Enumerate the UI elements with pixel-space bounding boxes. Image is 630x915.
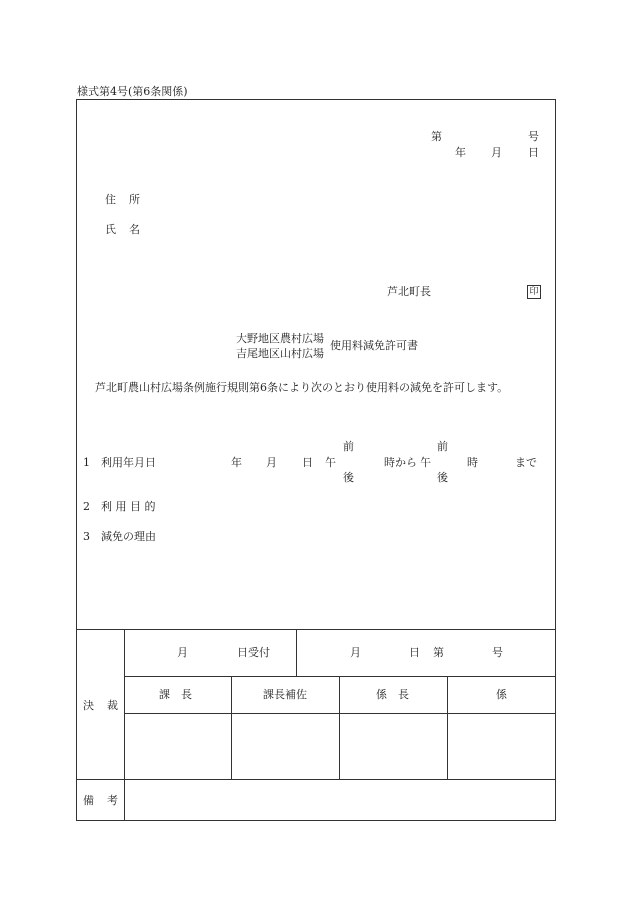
remarks-top-border	[76, 779, 556, 780]
item1-label: 利用年月日	[101, 456, 156, 469]
remarks-label-char2: 考	[107, 794, 118, 807]
item2-number: 2	[83, 500, 90, 513]
numbered-day: 日	[409, 646, 420, 659]
numbered-go: 号	[492, 646, 503, 659]
item1-zen1: 前	[343, 440, 354, 453]
title-line2: 吉尾地区山村広場	[236, 347, 324, 360]
item1-day: 日	[302, 456, 313, 469]
name-label-char1: 氏	[105, 223, 116, 236]
date-year: 年	[455, 146, 466, 159]
role-staff: 係	[496, 688, 507, 701]
role-unit-chief: 係 長	[376, 688, 409, 701]
item1-ji: 時	[467, 456, 478, 469]
item1-ato1: 後	[343, 471, 354, 484]
item1-ji-kara: 時から	[384, 456, 417, 469]
item1-number: 1	[83, 456, 90, 469]
received-day-label: 日受付	[237, 646, 270, 659]
item1-year: 年	[231, 456, 242, 469]
numbered-month: 月	[350, 646, 361, 659]
item3-number: 3	[83, 530, 90, 543]
approval-col-divider-2	[339, 676, 340, 779]
address-label-char1: 住	[105, 193, 116, 206]
approval-label-divider	[124, 629, 125, 821]
issuer-title: 芦北町長	[387, 285, 431, 298]
item3-label: 減免の理由	[101, 530, 156, 543]
role-section-chief: 課 長	[159, 688, 192, 701]
approval-col-divider-3	[447, 676, 448, 779]
approval-role-header-divider	[124, 713, 556, 714]
title-suffix: 使用料減免許可書	[330, 339, 418, 352]
approval-col-divider-1	[231, 676, 232, 779]
item1-made: まで	[515, 456, 537, 469]
date-day: 日	[528, 146, 539, 159]
item1-go2: 午	[420, 456, 431, 469]
item1-ato2: 後	[437, 471, 448, 484]
kessai-label-char2: 裁	[107, 699, 118, 712]
date-month: 月	[491, 146, 502, 159]
item1-zen2: 前	[437, 440, 448, 453]
item2-label: 利 用 目 的	[101, 500, 156, 513]
approval-top-border	[76, 629, 556, 630]
title-line1: 大野地区農村広場	[236, 332, 324, 345]
item1-month: 月	[266, 456, 277, 469]
remarks-label-char1: 備	[83, 794, 94, 807]
form-number: 様式第4号(第6条関係)	[77, 85, 188, 98]
approval-row1-divider	[124, 676, 556, 677]
doc-number-go: 号	[528, 130, 539, 143]
address-label-char2: 所	[129, 193, 140, 206]
name-label-char2: 名	[129, 223, 140, 236]
item1-go1: 午	[325, 456, 336, 469]
body-text: 芦北町農山村広場条例施行規則第6条により次のとおり使用料の減免を許可します。	[95, 381, 509, 394]
received-month: 月	[177, 646, 188, 659]
role-deputy-chief: 課長補佐	[263, 688, 307, 701]
approval-received-divider	[296, 629, 297, 676]
seal-mark: 印	[527, 285, 541, 299]
kessai-label-char1: 決	[83, 699, 94, 712]
numbered-dai: 第	[433, 646, 444, 659]
doc-number-dai: 第	[431, 130, 442, 143]
